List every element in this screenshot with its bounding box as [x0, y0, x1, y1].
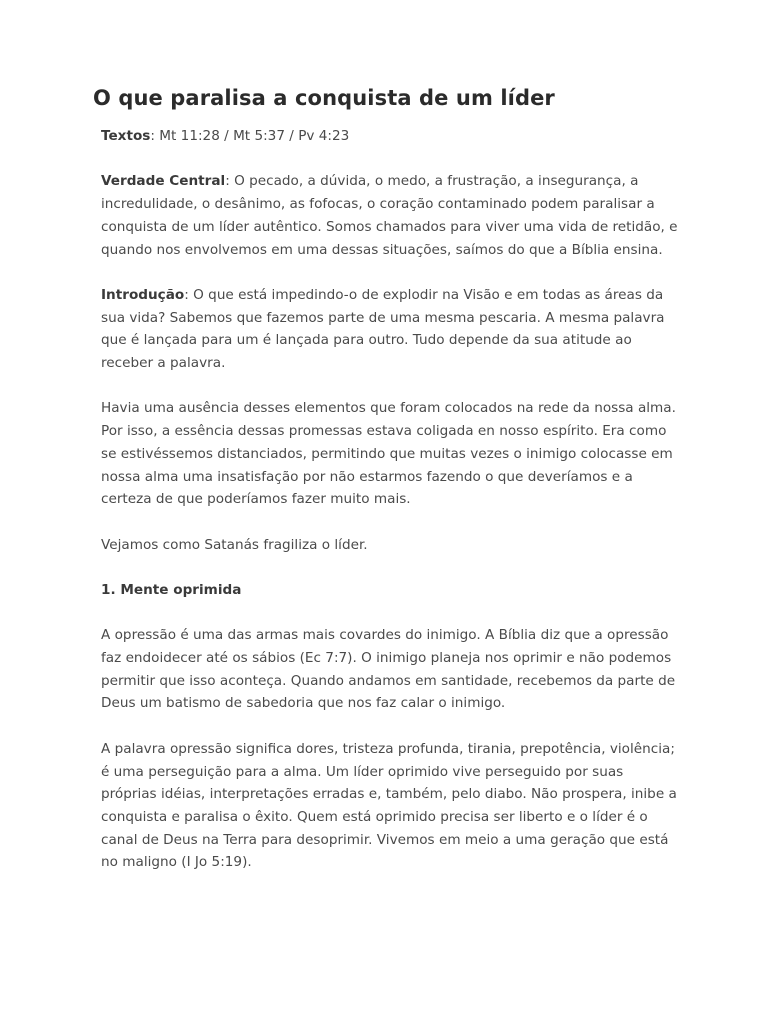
absence-paragraph: Havia uma ausência desses elementos que foram colocados na rede da nossa alma. Por isso, a essência dessas promessas estava coligada en nosso espírito. Era como se estivéssemos distanciados, permitindo que muitas vezes o inimigo colocasse em nossa alma uma insatisfação por não estarmos fazendo o que deveríamos e a certeza de que poderíamos fazer muito mais.: [101, 400, 676, 508]
introduction-value: : O que está impedindo-o de explodir na Visão e em todas as áreas da sua vida? Sabemos que fazemos parte de uma mesma pescaria. A mesma palavra que é lançada para um é lançada para outro. Tudo depende da sua atitude ao receber a palavra.: [101, 286, 665, 371]
document-body: [101, 125, 681, 897]
central-truth-paragraph: [101, 170, 681, 261]
texts-value: : Mt 11:28 / Mt 5:37 / Pv 4:23: [150, 128, 350, 144]
page-title: O que paralisa a conquista de um líder: [93, 86, 555, 110]
central-truth-value: : O pecado, a dúvida, o medo, a frustração, a insegurança, a incredulidade, o desânimo, as fofocas, o coração contaminado podem paralisar a conquista de um líder autêntico. Somos chamados para viver uma vida de retidão, e quando nos envolvemos em uma dessas situações, saímos do que a Bíblia ensina.: [101, 173, 678, 258]
central-truth-label: Verdade Central: [101, 173, 226, 190]
section-1-heading: 1. Mente oprimida: [101, 581, 242, 598]
lead-paragraph: Vejamos como Satanás fragiliza o líder.: [101, 536, 368, 553]
introduction-label: Introdução: [101, 286, 185, 303]
section-1-paragraph-2: A palavra opressão significa dores, tristeza profunda, tirania, prepotência, violência; é uma perseguição para a alma. Um líder oprimido vive perseguido por suas próprias idéias, interpretações erradas e, também, pelo diabo. Não prospera, inibe a conquista e paralisa o êxito. Quem está oprimido precisa ser liberto e o líder é o canal de Deus na Terra para desoprimir. Vivemos em meio a uma geração que está no maligno (I Jo 5:19).: [101, 740, 677, 871]
introduction-paragraph: [101, 284, 681, 375]
texts-label: Textos: [101, 128, 151, 144]
texts-paragraph: [101, 125, 681, 148]
section-1-paragraph-1: A opressão é uma das armas mais covardes do inimigo. A Bíblia diz que a opressão faz endoidecer até os sábios (Ec 7:7). O inimigo planeja nos oprimir e não podemos permitir que isso aconteça. Quando andamos em santidade, recebemos da parte de Deus um batismo de sabedoria que nos faz calar o inimigo.: [101, 627, 676, 712]
